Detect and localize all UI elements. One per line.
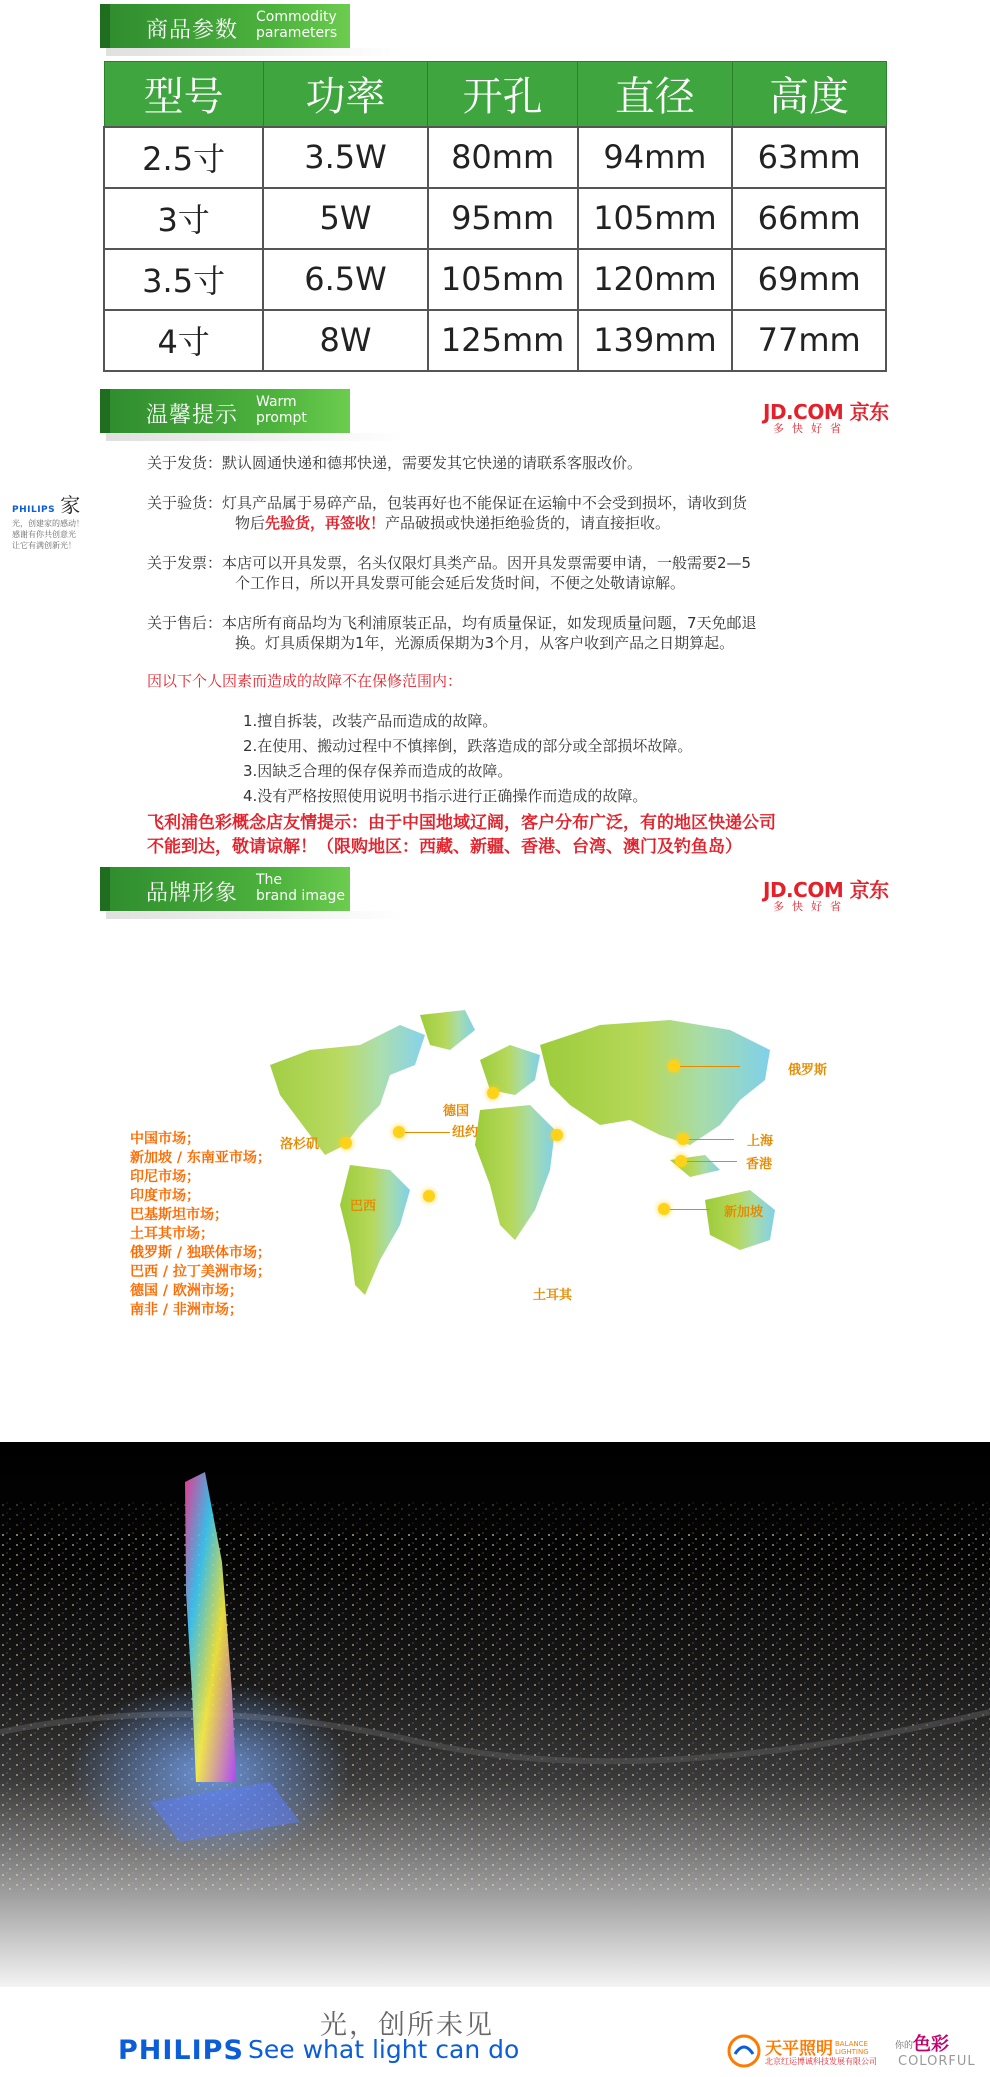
brand-title-en-1: The bbox=[256, 872, 283, 888]
notice-after-line2: 换。灯具质保期为1年，光源质保期为3个月，从客户收到产品之日期算起。 bbox=[235, 634, 735, 652]
notice-invoice bbox=[147, 553, 827, 593]
brazil-marker-icon bbox=[423, 1190, 435, 1202]
tianping-logo-icon bbox=[727, 2034, 761, 2068]
friendly-notice-line2: 不能到达，敬请谅解！（限购地区：西藏、新疆、香港、台湾、澳门及钓鱼岛） bbox=[147, 837, 742, 857]
colorful-logo bbox=[895, 2030, 985, 2074]
cell-model: 2.5寸 bbox=[104, 127, 263, 188]
newyork-marker-icon bbox=[393, 1126, 405, 1138]
slogan-zh: 光，创所未见 bbox=[320, 2010, 494, 2041]
germany-marker-icon bbox=[487, 1087, 499, 1099]
warm-title-en bbox=[256, 394, 307, 426]
brand-title-en bbox=[256, 872, 345, 904]
header-cutout: 开孔 bbox=[428, 62, 578, 127]
jd-logo-slogan: 多快好省 bbox=[773, 422, 849, 435]
cell-height: 66mm bbox=[732, 188, 886, 249]
market-item: 巴西 / 拉丁美洲市场； bbox=[130, 1264, 271, 1280]
friendly-notice-line1: 飞利浦色彩概念店友情提示：由于中国地域辽阔，客户分布广泛，有的地区快递公司 bbox=[147, 813, 776, 833]
brand-title-en-2: brand image bbox=[256, 888, 346, 904]
header-model: 型号 bbox=[104, 62, 263, 127]
table-row bbox=[104, 127, 886, 188]
jd-logo-slogan: 多快好省 bbox=[773, 900, 849, 913]
cell-model: 4寸 bbox=[104, 310, 263, 371]
market-item: 巴基斯坦市场； bbox=[130, 1207, 228, 1223]
exclusion-item: 3.因缺乏合理的保存保养而造成的故障。 bbox=[243, 762, 513, 780]
colorful-en: COLORFUL bbox=[898, 2054, 976, 2069]
hongkong-marker-icon bbox=[675, 1155, 687, 1167]
jd-logo-text: JD.COM 京东 bbox=[763, 400, 889, 424]
params-title-en bbox=[256, 9, 337, 41]
table-row bbox=[104, 188, 886, 249]
night-city-graphic bbox=[0, 1442, 990, 1987]
exclusion-item: 2.在使用、搬动过程中不慎摔倒，跌落造成的部分或全部损坏故障。 bbox=[243, 737, 693, 755]
exclusion-item: 4.没有严格按照使用说明书指示进行正确操作而造成的故障。 bbox=[243, 787, 648, 805]
city-hongkong: 香港 bbox=[746, 1157, 773, 1172]
notice-inspection-line2 bbox=[147, 513, 827, 533]
side-logo-brand: PHILIPS bbox=[12, 505, 56, 515]
notice-inspection-line1: 关于验货：灯具产品属于易碎产品，包装再好也不能保证在运输中不会受到损坏，请收到货 bbox=[147, 494, 748, 512]
warm-title-zh: 温馨提示 bbox=[146, 403, 239, 428]
header-shadow bbox=[106, 48, 406, 56]
inspection-part-a: 物后 bbox=[235, 514, 266, 532]
params-table bbox=[103, 61, 887, 372]
cell-diameter: 94mm bbox=[578, 127, 733, 188]
hongkong-line bbox=[687, 1161, 737, 1162]
la-marker-icon bbox=[340, 1137, 352, 1149]
inspection-highlight: 先验货，再签收！ bbox=[265, 514, 386, 532]
russia-marker-icon bbox=[668, 1060, 680, 1072]
city-turkey: 土耳其 bbox=[533, 1288, 573, 1303]
params-title-en-2: parameters bbox=[256, 25, 338, 41]
russia-line bbox=[680, 1066, 740, 1067]
notice-shipping: 关于发货：默认圆通快递和德邦快递，需要发其它快递的请联系客服改价。 bbox=[147, 454, 643, 472]
cell-cutout: 95mm bbox=[428, 188, 578, 249]
cell-power: 6.5W bbox=[263, 249, 427, 310]
notice-after-sales bbox=[147, 613, 827, 653]
friendly-notice bbox=[147, 811, 867, 859]
params-title-en-1: Commodity bbox=[256, 9, 337, 25]
market-item: 土耳其市场； bbox=[130, 1226, 214, 1242]
header-height: 高度 bbox=[732, 62, 886, 127]
header-power: 功率 bbox=[263, 62, 427, 127]
market-item: 中国市场； bbox=[130, 1131, 200, 1147]
city-shanghai: 上海 bbox=[747, 1134, 774, 1149]
warm-section-header bbox=[100, 389, 350, 433]
night-city-image bbox=[0, 1442, 990, 1987]
table-row bbox=[104, 310, 886, 371]
cell-cutout: 105mm bbox=[428, 249, 578, 310]
shanghai-line bbox=[689, 1139, 734, 1140]
cell-power: 3.5W bbox=[263, 127, 427, 188]
city-germany: 德国 bbox=[443, 1104, 470, 1119]
tianping-logo bbox=[727, 2032, 887, 2072]
market-item: 印度市场； bbox=[130, 1188, 200, 1204]
philips-logo: PHILIPS bbox=[118, 2035, 244, 2066]
cell-power: 8W bbox=[263, 310, 427, 371]
market-item: 南非 / 非洲市场； bbox=[130, 1302, 243, 1318]
cell-model: 3.5寸 bbox=[104, 249, 263, 310]
brand-section-header bbox=[100, 867, 350, 911]
header-diameter: 直径 bbox=[578, 62, 733, 127]
market-item: 印尼市场； bbox=[130, 1169, 200, 1185]
header-shadow bbox=[106, 433, 406, 441]
city-russia: 俄罗斯 bbox=[788, 1063, 828, 1078]
markets-list bbox=[130, 1130, 271, 1320]
side-logo-line2: 感谢有你共创意光 bbox=[12, 530, 76, 539]
tianping-en: BALANCE LIGHTING bbox=[835, 2040, 869, 2056]
tianping-company: 北京红运博诚科技发展有限公司 bbox=[765, 2057, 877, 2066]
jd-logo-text: JD.COM 京东 bbox=[763, 878, 889, 902]
side-logo-line3: 让它有满创新光！ bbox=[12, 541, 76, 550]
cell-height: 77mm bbox=[732, 310, 886, 371]
cell-model: 3寸 bbox=[104, 188, 263, 249]
side-logo-char: 家 bbox=[60, 493, 81, 517]
brand-title-zh: 品牌形象 bbox=[146, 881, 239, 906]
world-map bbox=[250, 1005, 828, 1315]
cell-diameter: 105mm bbox=[578, 188, 733, 249]
notice-inspection bbox=[147, 493, 827, 533]
notice-after-line1: 关于售后：本店所有商品均为飞利浦原装正品，均有质量保证，如发现质量问题，7天免邮退 bbox=[147, 614, 757, 632]
side-logo-line1: 光，创建家的感动！ bbox=[12, 519, 84, 528]
header-shadow bbox=[106, 911, 406, 919]
warm-title-en-1: Warm bbox=[256, 394, 297, 410]
colorful-prefix: 你的 bbox=[895, 2041, 914, 2051]
params-header-row bbox=[104, 62, 886, 127]
table-row bbox=[104, 249, 886, 310]
colorful-zh: 色彩 bbox=[913, 2034, 949, 2055]
cell-height: 69mm bbox=[732, 249, 886, 310]
jd-logo bbox=[763, 874, 893, 914]
inspection-part-b: 产品破损或快递拒绝验货的，请直接拒收。 bbox=[385, 514, 671, 532]
philips-side-logo bbox=[12, 489, 102, 551]
warm-title-en-2: prompt bbox=[256, 410, 307, 426]
cell-power: 5W bbox=[263, 188, 427, 249]
cell-diameter: 120mm bbox=[578, 249, 733, 310]
cell-cutout: 125mm bbox=[428, 310, 578, 371]
notice-invoice-line1: 关于发票：本店可以开具发票，名头仅限灯具类产品。因开具发票需要申请，一般需要2—5 bbox=[147, 554, 752, 572]
singapore-marker-icon bbox=[658, 1203, 670, 1215]
market-item: 德国 / 欧洲市场； bbox=[130, 1283, 243, 1299]
city-newyork: 纽约 bbox=[452, 1125, 479, 1140]
city-la: 洛杉矶 bbox=[280, 1137, 320, 1152]
singapore-line bbox=[670, 1209, 710, 1210]
notice-invoice-line2: 个工作日，所以开具发票可能会延后发货时间，不便之处敬请谅解。 bbox=[235, 574, 686, 592]
jd-logo bbox=[763, 396, 893, 436]
slogan-en: See what light can do bbox=[248, 2035, 520, 2064]
market-item: 新加坡 / 东南亚市场； bbox=[130, 1150, 271, 1166]
params-section-header bbox=[100, 4, 350, 48]
exclusion-item: 1.擅自拆装，改装产品而造成的故障。 bbox=[243, 712, 498, 730]
exclusion-title: 因以下个人因素而造成的故障不在保修范围内： bbox=[147, 672, 463, 690]
city-singapore: 新加坡 bbox=[724, 1205, 764, 1220]
market-item: 俄罗斯 / 独联体市场； bbox=[130, 1245, 271, 1261]
city-brazil: 巴西 bbox=[350, 1199, 377, 1214]
cell-height: 63mm bbox=[732, 127, 886, 188]
turkey-marker-icon bbox=[551, 1129, 563, 1141]
tianping-name: 天平照明 bbox=[765, 2039, 833, 2059]
cell-diameter: 139mm bbox=[578, 310, 733, 371]
params-title-zh: 商品参数 bbox=[146, 18, 239, 43]
cell-cutout: 80mm bbox=[428, 127, 578, 188]
newyork-line bbox=[405, 1132, 450, 1133]
world-map-graphic bbox=[250, 1005, 810, 1315]
shanghai-marker-icon bbox=[677, 1133, 689, 1145]
